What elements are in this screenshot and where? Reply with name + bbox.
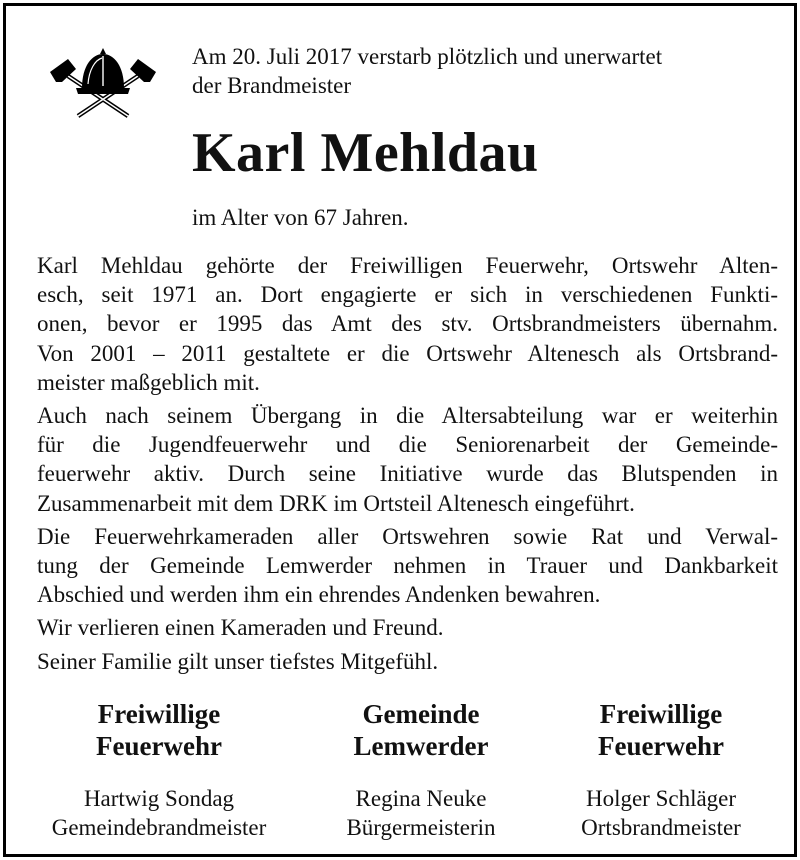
signature-person-name: Regina Neuke [355,786,487,811]
text-line: Zusammenarbeit mit dem DRK im Ortsteil Altenesch eingeführt. [37,490,635,516]
text-line: Auch nach seinem Übergang in die Altersabteilung war er weiterhin [37,403,778,429]
intro-line-1: Am 20. Juli 2017 verstarb plötzlich und unerwartet [192,44,663,69]
signature-org [34,698,284,762]
text-line: feuerwehr aktiv. Durch seine Initiative wurde das Blutspenden in [37,461,778,487]
text-line: Seiner Familie gilt unser tiefstes Mitgefühl. [37,648,439,674]
intro-line-2: der Brandmeister [192,73,352,98]
text-line: Die Feuerwehrkameraden aller Ortswehren sowie Rat und Verwal- [37,523,778,549]
signature-person-role: Bürgermeisterin [346,815,496,840]
signature-org [296,698,546,762]
text-line: Abschied und werden ihm ein ehrendes Andenken bewahren. [37,582,601,608]
signature-person-name: Holger Schläger [585,786,737,811]
signature-fire-brigade-2 [536,698,786,842]
fire-brigade-helmet-crossed-axes-icon [42,42,164,122]
text-line: Karl Mehldau gehörte der Freiwilligen Feuerwehr, Ortswehr Alten- [37,253,778,278]
text-line: Wir verlieren einen Kameraden und Freund. [37,615,444,641]
signature-person [296,784,546,842]
text-line: meister maßgeblich mit. [37,369,260,395]
signature-org-line: Freiwillige [599,699,723,729]
signature-person [536,784,786,842]
signature-person-role: Gemeindebrandmeister [51,815,267,840]
obituary-body [37,251,778,680]
paragraph-youth-work [37,401,778,518]
signature-fire-brigade-1 [34,698,284,842]
signature-org-line: Feuerwehr [598,731,724,761]
intro-text [192,42,782,100]
signature-org-line: Lemwerder [353,731,489,761]
age-line: im Alter von 67 Jahren. [192,205,409,230]
obituary-notice [3,3,797,857]
paragraph-condolence [37,647,778,676]
text-line: tung der Gemeinde Lemwerder nehmen in Trauer und Dankbarkeit [37,553,778,579]
signature-org-line: Freiwillige [97,699,221,729]
text-line: für die Jugendfeuerwehr und die Seniorenarbeit der Gemeinde- [37,432,778,458]
signature-person-name: Hartwig Sondag [83,786,235,811]
paragraph-farewell [37,522,778,610]
paragraph-loss [37,613,778,642]
signature-org-line: Feuerwehr [96,731,222,761]
text-line: Von 2001 – 2011 gestaltete er die Ortswehr Altenesch als Ortsbrand- [37,340,778,366]
signature-org-line: Gemeinde [362,699,480,729]
deceased-name: Karl Mehldau [192,122,539,184]
paragraph-service [37,251,778,397]
signature-person [34,784,284,842]
signature-org [536,698,786,762]
text-line: onen, bevor er 1995 das Amt des stv. Ortsbrandmeisters übernahm. [37,311,778,337]
signature-person-role: Ortsbrandmeister [581,815,741,840]
signature-municipality [296,698,546,842]
text-line: esch, seit 1971 an. Dort engagierte er sich in verschiedenen Funkti- [37,282,778,308]
